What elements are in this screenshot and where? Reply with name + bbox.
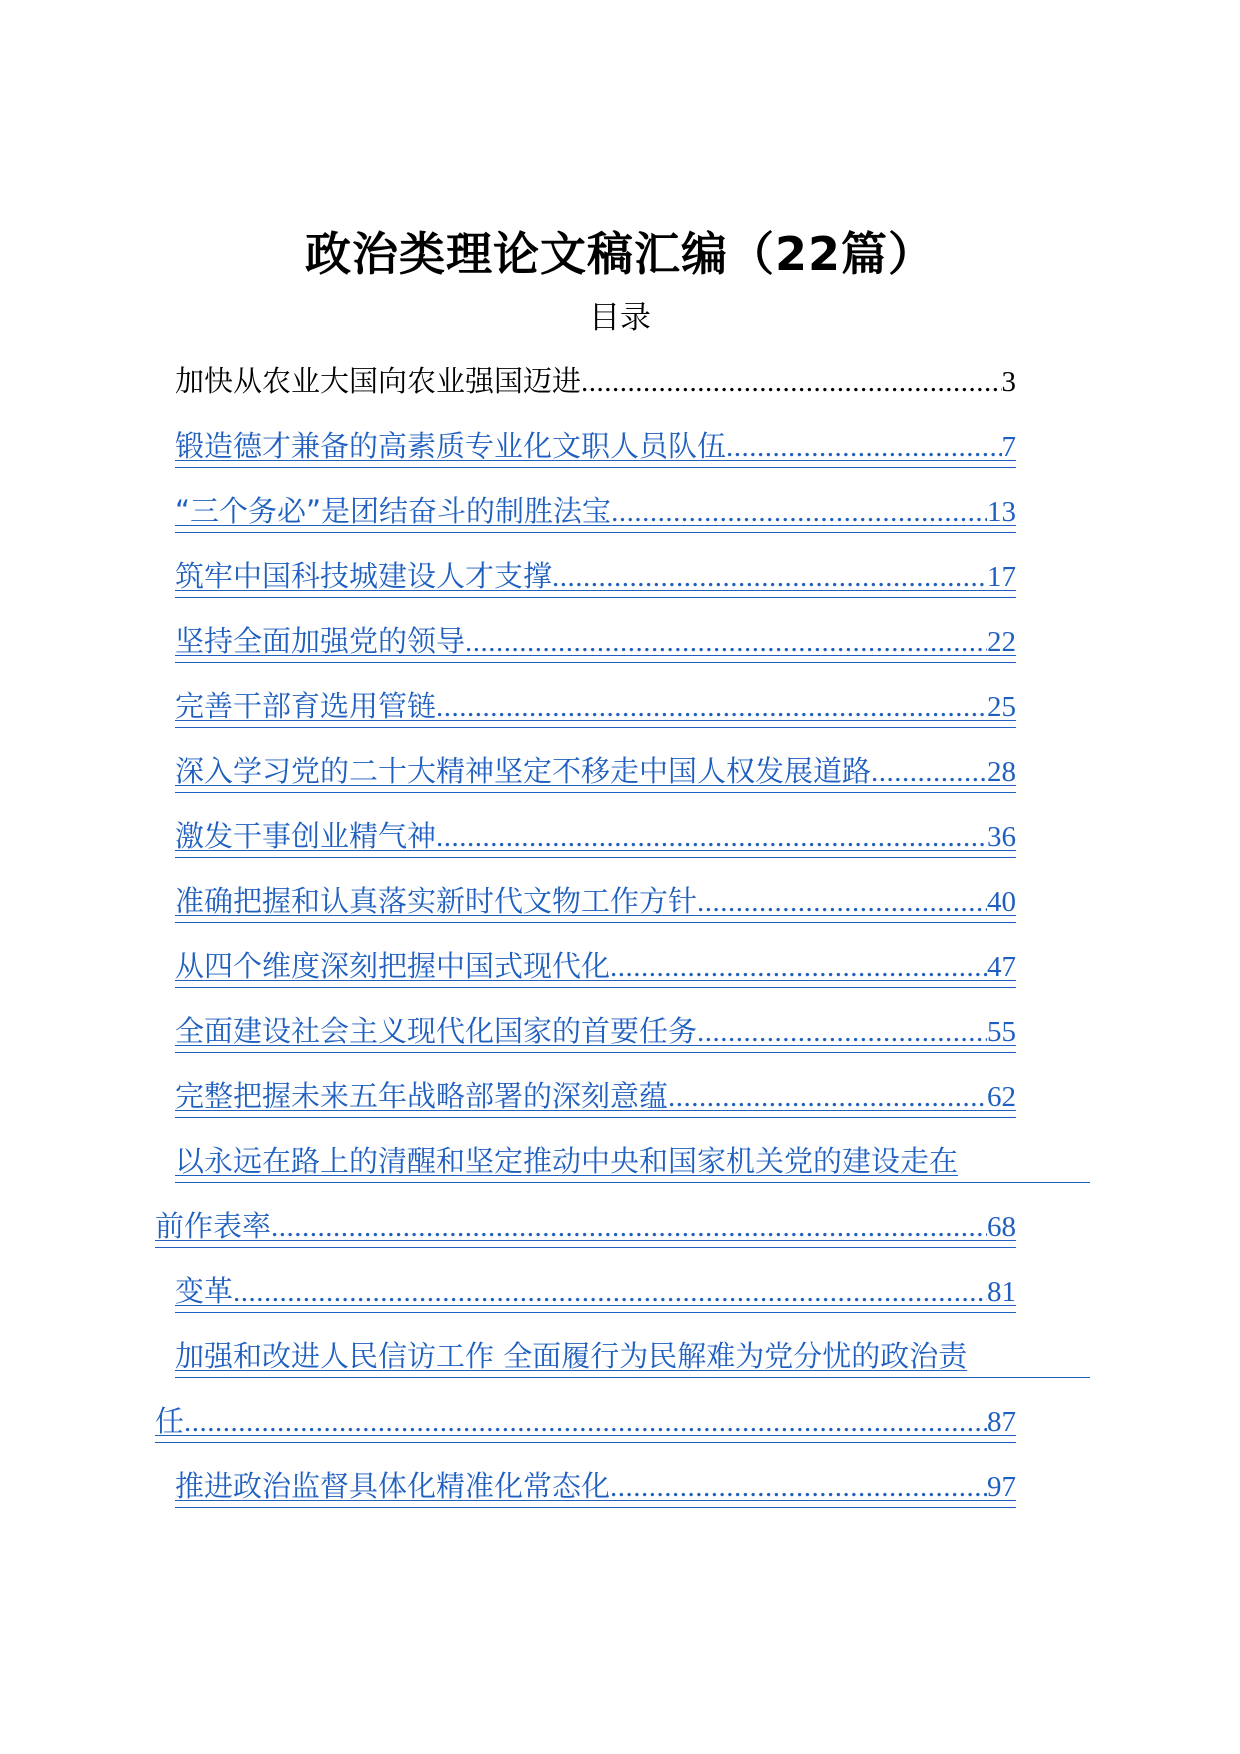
- toc-entry-page: 40: [987, 886, 1016, 918]
- toc-link[interactable]: [155, 1398, 1016, 1443]
- toc-link[interactable]: [175, 1008, 1016, 1053]
- toc-link[interactable]: [175, 1333, 1090, 1378]
- toc-link[interactable]: [175, 1268, 1016, 1313]
- toc-leader-dots: [271, 1204, 987, 1248]
- toc-link[interactable]: [175, 878, 1016, 923]
- toc-entry-title: 筑牢中国科技城建设人才支撑: [175, 559, 553, 593]
- toc-entry[interactable]: [155, 801, 1090, 866]
- toc-leader-dots: [436, 684, 987, 728]
- toc-entry-title: 从四个维度深刻把握中国式现代化: [175, 949, 611, 983]
- toc-entry-title: 推进政治监督具体化精准化常态化: [175, 1469, 611, 1503]
- toc-entry-page: 36: [987, 821, 1016, 853]
- toc-entry-title: 准确把握和认真落实新时代文物工作方针: [175, 884, 698, 918]
- toc-entry-title: “三个务必”是团结奋斗的制胜法宝: [175, 494, 612, 528]
- toc-entry-page: 97: [987, 1471, 1016, 1503]
- toc-entry-title-continued: 任: [155, 1404, 185, 1438]
- table-of-contents: [155, 346, 1090, 1516]
- toc-entry[interactable]: [155, 541, 1090, 606]
- toc-link[interactable]: [175, 488, 1016, 533]
- toc-link[interactable]: [175, 553, 1016, 598]
- toc-link[interactable]: [175, 423, 1016, 468]
- toc-entry[interactable]: [155, 1256, 1090, 1321]
- toc-entry-title: 完善干部育选用管链: [175, 689, 437, 723]
- toc-entry[interactable]: [155, 346, 1090, 411]
- toc-leader-dots: [233, 1269, 987, 1313]
- toc-entry-page: 28: [987, 756, 1016, 788]
- toc-entry[interactable]: [155, 736, 1090, 801]
- toc-entry-title: 激发干事创业精气神: [175, 819, 437, 853]
- toc-leader-dots: [552, 554, 987, 598]
- toc-entry-page: 47: [987, 951, 1016, 983]
- toc-entry[interactable]: [155, 476, 1090, 541]
- toc-entry-title: 全面建设社会主义现代化国家的首要任务: [175, 1014, 698, 1048]
- toc-link[interactable]: [175, 1138, 1090, 1183]
- toc-entry-page: 13: [987, 496, 1016, 528]
- toc-link[interactable]: [175, 618, 1016, 663]
- toc-entry[interactable]: [155, 996, 1090, 1061]
- toc-entry-title: 变革: [175, 1274, 234, 1308]
- toc-entry[interactable]: [155, 671, 1090, 736]
- toc-entry-title: 加快从农业大国向农业强国迈进: [175, 364, 582, 398]
- toc-entry[interactable]: [155, 1126, 1090, 1256]
- toc-leader-dots: [610, 944, 987, 988]
- toc-entry-page: 62: [987, 1081, 1016, 1113]
- toc-leader-dots: [668, 1074, 987, 1118]
- toc-leader-dots: [610, 1464, 987, 1508]
- toc-entry[interactable]: [155, 411, 1090, 476]
- toc-entry[interactable]: [155, 1321, 1090, 1451]
- toc-entry[interactable]: [155, 1061, 1090, 1126]
- toc-leader-dots: [184, 1399, 987, 1443]
- toc-entry[interactable]: [155, 931, 1090, 996]
- toc-link[interactable]: [175, 943, 1016, 988]
- toc-entry-page: 25: [987, 691, 1016, 723]
- toc-entry[interactable]: [155, 606, 1090, 671]
- toc-entry[interactable]: [155, 866, 1090, 931]
- toc-leader-dots: [697, 879, 987, 923]
- toc-entry-page: 55: [987, 1016, 1016, 1048]
- toc-entry-title-continued: 前作表率: [155, 1209, 272, 1243]
- toc-entry-title: 深入学习党的二十大精神坚定不移走中国人权发展道路: [175, 754, 872, 788]
- toc-entry[interactable]: [155, 1451, 1090, 1516]
- toc-entry-page: 17: [987, 561, 1016, 593]
- toc-leader-dots: [726, 424, 1001, 468]
- toc-link[interactable]: [175, 748, 1016, 793]
- toc-link[interactable]: [155, 1203, 1016, 1248]
- toc-leader-dots: [871, 749, 987, 793]
- toc-entry-title: 锻造德才兼备的高素质专业化文职人员队伍: [175, 429, 727, 463]
- toc-entry-page: 7: [1001, 431, 1016, 463]
- toc-leader-dots: [581, 359, 1001, 404]
- toc-leader-dots: [697, 1009, 987, 1053]
- toc-link[interactable]: [175, 1463, 1016, 1508]
- toc-heading: 目录: [589, 300, 651, 336]
- toc-entry-page: 68: [987, 1211, 1016, 1243]
- toc-entry-page: 81: [987, 1276, 1016, 1308]
- toc-leader-dots: [611, 489, 987, 533]
- toc-leader-dots: [436, 814, 987, 858]
- toc-entry-title: 完整把握未来五年战略部署的深刻意蕴: [175, 1079, 669, 1113]
- toc-entry-title: 加强和改进人民信访工作 全面履行为民解难为党分忧的政治责: [175, 1339, 968, 1373]
- toc-link[interactable]: [175, 683, 1016, 728]
- toc-entry-page: 87: [987, 1406, 1016, 1438]
- toc-entry-page: 3: [1001, 366, 1016, 398]
- toc-link[interactable]: [175, 1073, 1016, 1118]
- toc-entry-page: 22: [987, 626, 1016, 658]
- toc-entry-title: 坚持全面加强党的领导: [175, 624, 466, 658]
- toc-entry-title: 以永远在路上的清醒和坚定推动中央和国家机关党的建设走在: [175, 1144, 959, 1178]
- document-title: 政治类理论文稿汇编（22篇）: [304, 227, 935, 281]
- toc-link[interactable]: [175, 813, 1016, 858]
- toc-leader-dots: [465, 619, 987, 663]
